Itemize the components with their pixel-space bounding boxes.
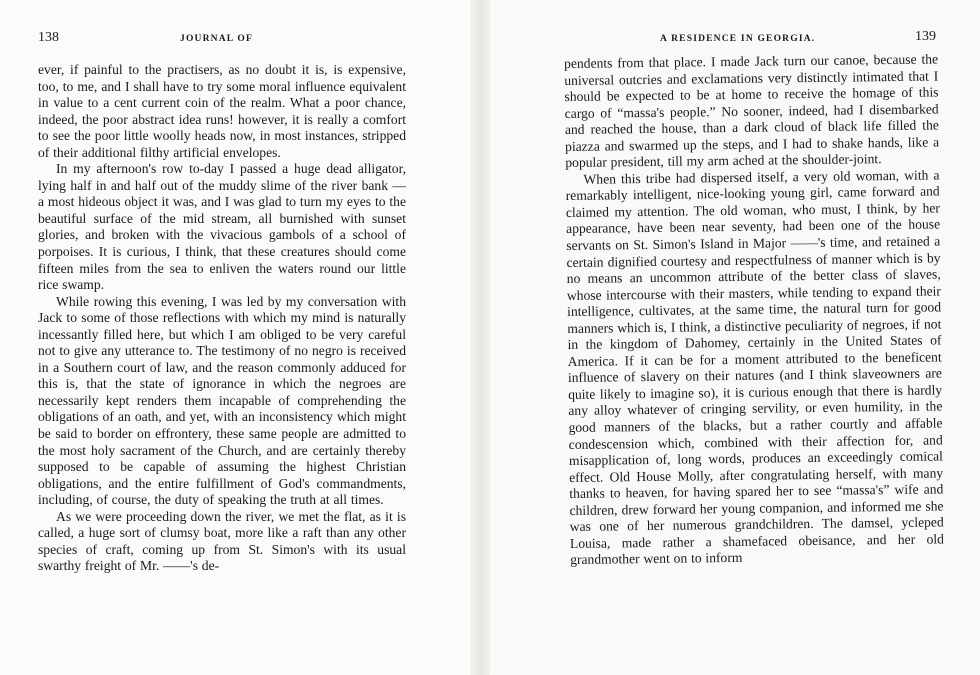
left-running-head: JOURNAL OF — [180, 34, 253, 44]
left-page — [0, 0, 470, 675]
book-gutter — [470, 0, 490, 675]
right-page-number: 139 — [915, 29, 936, 44]
left-page-body — [38, 62, 406, 575]
right-running-head: A RESIDENCE IN GEORGIA. — [660, 34, 816, 44]
paragraph: In my afternoon's row to-day I passed a huge dead alligator, lying half in and half out of the muddy slime of the river bank — a most hideous object it was, and I was glad to turn my eyes to the beautiful surface of the mid stream, all burnished with sunset glories, and broken with the vivacious gambols of a school of porpoises. It is curious, I think, that these creatures should come fifteen miles from the sea to enliven the waters round our little rice swamp. — [38, 161, 406, 293]
right-page-body — [564, 51, 944, 568]
paragraph: While rowing this evening, I was led by my conversation with Jack to some of those reflections with which my mind is naturally incessantly filled here, but which I am obliged to be very careful not to give any utterance to. The testimony of no negro is received in a Southern court of law, and the reason commonly adduced for this is, that the state of ignorance in which the negroes are necessarily kept renders them incapable of comprehending the obligations of an oath, and yet, with an inconsistency which might be said to border on effrontery, these same people are admitted to the most holy sacrament of the Church, and are certainly thereby supposed to be capable of assuming the highest Christian obligations, and the entire fulfillment of God's commandments, including, of course, the duty of speaking the truth at all times. — [38, 293, 406, 508]
left-page-header — [38, 30, 408, 50]
left-page-number: 138 — [38, 30, 59, 45]
paragraph: ever, if painful to the practisers, as no doubt it is, is expensive, too, to me, and I shall have to try some moral influence equivalent in value to a cent current coin of the realm. What a poor chance, indeed, the poor abstract idea runs! however, it is really a comfort to see the poor little woolly heads now, in most instances, stripped of their additional filthy artificial envelopes. — [38, 62, 406, 160]
right-page — [490, 0, 980, 675]
right-page-header — [556, 30, 936, 50]
paragraph: pendents from that place. I made Jack turn our canoe, because the universal outcries and exclamations very distinctly intimated that I should be expected to be at home to receive the homage of this cargo of “massa's people.” No sooner, indeed, had I disembarked and reached the house, than a dark cloud of black life filled the piazza and swarmed up the steps, and I had to shake hands, like a popular president, till my arm ached at the shoulder-joint. — [564, 51, 940, 171]
paragraph: As we were proceeding down the river, we met the flat, as it is called, a huge sort of clumsy boat, more like a raft than any other species of craft, coming up from St. Simon's with its usual swarthy freight of Mr. ——'s de- — [38, 508, 406, 574]
paragraph: When this tribe had dispersed itself, a very old woman, with a remarkably intelligent, nice-looking young girl, came forward and claimed my attention. The old woman, who must, I think, by her appearance, have been near seventy, had been one of the house servants on St. Simon's Island in Major ——'s time, and retained a certain dignified courtesy and respectfulness of manner which is by no means an uncommon attribute of the better class of slaves, whose intercourse with their masters, while tending to expand their intelligence, cultivates, at the same time, the natural turn for good manners which is, I think, a distinctive peculiarity of negroes, if not in the kingdom of Dahomey, certainly in the United States of America. If it can be for a moment attributed to the beneficent influence of slavery on their natures (and I think slaveowners are quite likely to imagine so), it is curious enough that there is hardly any alloy whatever of cringing servility, or even humility, in the good manners of the blacks, but a rather courtly and affable condescension which, combined with their affection for, and misapplication of, long words, produces an exceedingly comical effect. Old House Molly, after congratulating herself, with many thanks to heaven, for having spared her to see “massa's” wife and children, drew forward her young companion, and informed me she was one of her numerous grandchildren. The damsel, ycleped Louisa, made rather a shamefaced obeisance, and her old grandmother went on to inform — [565, 167, 945, 568]
